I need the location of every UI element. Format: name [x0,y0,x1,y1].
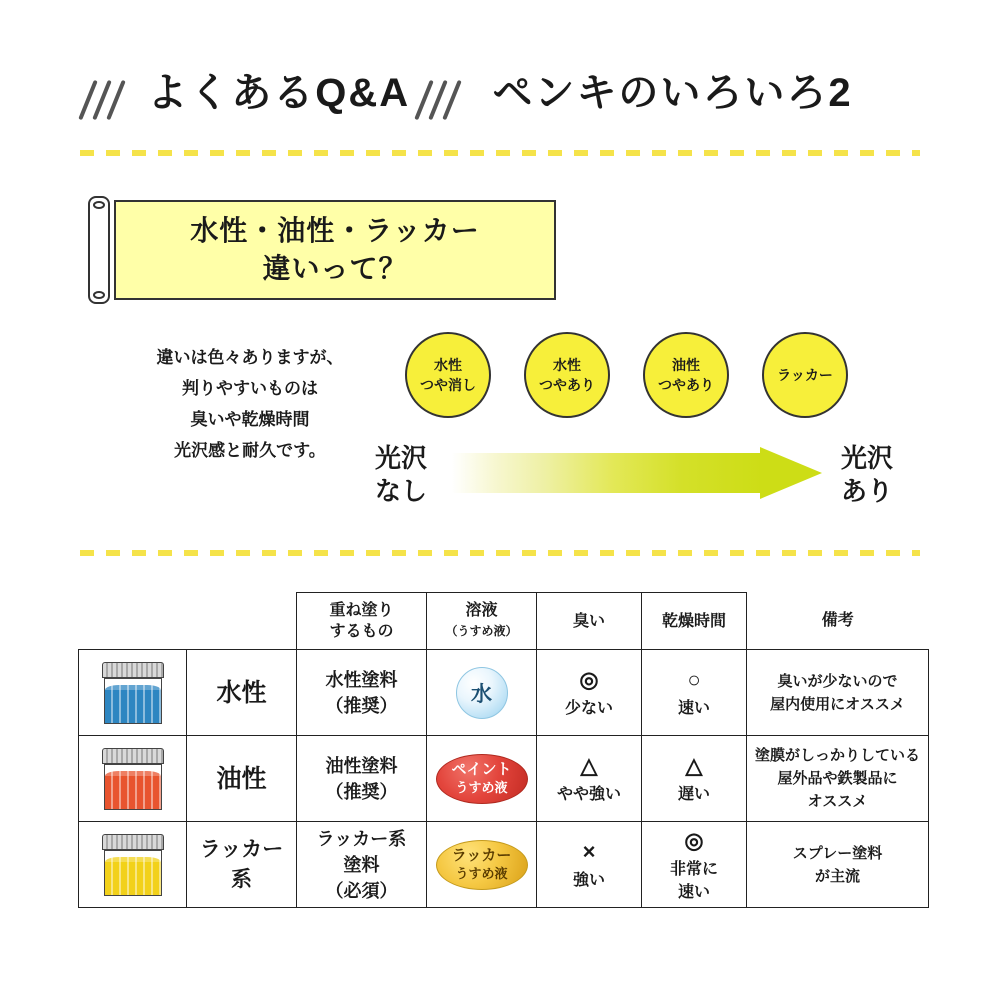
table-row [79,822,929,908]
header-solvent-line1: 溶液 [465,602,498,619]
can-illustration-lacquer [79,822,187,908]
header-solvent [427,593,537,650]
dry-text-water: 速い [677,700,710,717]
scroll-roll-icon [88,196,110,304]
paint-water-line1: 水性塗料 [325,669,398,690]
gloss-circle-water-gloss [524,332,610,418]
divider-top [80,150,920,156]
smell-mark-oil: △ [580,753,598,778]
comparison-table-area [78,592,928,908]
dry-cell-water [642,650,747,736]
page-title [0,58,1000,128]
gloss-gradient-arrow [452,447,822,499]
dry-text-oil: 遅い [677,786,710,803]
lead-line-1: 違いは色々ありますが、 [156,348,344,367]
gloss-label-yes-line1: 光沢 [840,443,893,473]
dry-mark-oil: △ [685,753,703,778]
dry-mark-lacquer: ◎ [684,827,704,853]
smell-text-water: 少ない [564,700,613,717]
paint-oil-line1: 油性塗料 [325,755,398,776]
note-oil-line3: オススメ [807,793,868,810]
paint-lacquer-line2: 塗料 [343,854,380,875]
can-illustration-oil [79,736,187,822]
header-blank-kind [187,593,297,650]
gloss-circle-0-line2: つや消し [420,377,476,393]
kind-label-lacquer [187,822,297,908]
gloss-label-none-line1: 光沢 [374,443,427,473]
gloss-circle-1-line1: 水性 [553,357,581,373]
smell-mark-water: ◎ [579,667,599,692]
can-body-icon [104,764,162,810]
can-body-icon [104,678,162,724]
smell-cell-oil [537,736,642,822]
lead-line-4: 光沢感と耐久です。 [174,441,326,460]
can-lid-icon [102,748,164,764]
kind-label-water: 水性 [187,650,297,736]
can-body-icon [104,850,162,896]
gloss-label-yes-line2: あり [840,476,893,506]
paint-lacquer-line1: ラッカー系 [316,828,407,849]
question-line-2: 違いって？ [262,253,408,284]
can-lid-icon [102,834,164,850]
lead-line-2: 判りやすいものは [182,379,318,398]
header-blank-can [79,593,187,650]
table-row [79,736,929,822]
question-banner-body [114,200,556,300]
smell-mark-lacquer: × [582,839,596,864]
lead-line-3: 臭いや乾燥時間 [190,410,310,429]
header-overcoat-line2: するもの [329,623,394,640]
header-dry: 乾燥時間 [642,593,747,650]
solvent-blob-oil [436,754,528,804]
table-header-row [79,593,929,650]
paint-water-line2: （推奨） [325,695,398,716]
solvent-water-label: 水 [471,682,492,706]
paint-cell-lacquer [297,822,427,908]
question-line-1: 水性・油性・ラッカー [190,215,480,246]
gloss-circle-oil-gloss [643,332,729,418]
solvent-oil-label: ペイント [451,760,512,778]
solvent-oil-sub: うすめ液 [455,779,508,795]
kind-lacquer-line1: ラッカー [199,837,284,861]
dry-text-lacquer-line2: 速い [677,883,710,901]
can-lid-icon [102,662,164,678]
note-cell-water [747,650,929,736]
page-header [0,58,1000,138]
question-banner [88,196,558,304]
page-title-qa: よくあるQ&A [147,71,411,115]
smell-cell-lacquer [537,822,642,908]
comparison-table [78,592,929,908]
note-cell-lacquer [747,822,929,908]
gloss-label-yes [832,442,902,508]
gloss-circle-3-line1: ラッカー [777,367,833,383]
gloss-circle-2-line1: 油性 [672,357,700,373]
dry-cell-oil [642,736,747,822]
solvent-blob-water [456,667,508,719]
gloss-circle-2-line2: つやあり [658,377,714,393]
smell-cell-water [537,650,642,736]
note-lacquer-line2: が主流 [814,867,860,885]
paint-lacquer-line3: （必須） [325,880,398,901]
gloss-circle-water-matte [405,332,491,418]
smell-text-lacquer: 強い [572,872,605,889]
gloss-gradient-bar [452,453,762,493]
header-note: 備考 [747,593,929,650]
header-smell: 臭い [537,593,642,650]
solvent-cell-water [427,650,537,736]
dry-cell-lacquer [642,822,747,908]
dry-text-lacquer-line1: 非常に [669,860,718,878]
kind-label-oil: 油性 [187,736,297,822]
paint-cell-water [297,650,427,736]
paint-cell-oil [297,736,427,822]
solvent-blob-lacquer [436,840,528,890]
note-oil-line2: 屋外品や鉄製品に [777,770,898,787]
paint-oil-line2: （推奨） [325,781,398,802]
gloss-label-none-line2: なし [374,476,427,506]
arrow-head-icon [760,447,822,499]
solvent-lacquer-sub: うすめ液 [455,865,508,881]
can-illustration-water [79,650,187,736]
note-water-line1: 臭いが少ないので [777,672,898,690]
divider-middle [80,550,920,556]
gloss-label-none [366,442,436,508]
kind-lacquer-line2: 系 [231,867,252,891]
note-water-line2: 屋内使用にオススメ [770,695,905,713]
gloss-circle-1-line2: つやあり [539,377,595,393]
table-row [79,650,929,736]
gloss-circle-0-line1: 水性 [434,357,462,373]
lead-paragraph [120,342,380,466]
solvent-cell-lacquer [427,822,537,908]
solvent-cell-oil [427,736,537,822]
smell-text-oil: やや強い [556,786,621,803]
header-overcoat [297,593,427,650]
page-title-topic: ペンキのいろいろ2 [492,71,853,115]
dry-mark-water: ○ [687,667,701,692]
gloss-circle-lacquer [762,332,848,418]
solvent-lacquer-label: ラッカー [451,846,512,864]
note-oil-line1: 塗膜がしっかりしている [754,747,920,764]
note-cell-oil [747,736,929,822]
note-lacquer-line1: スプレー塗料 [792,844,883,862]
header-overcoat-line1: 重ね塗り [329,602,394,619]
header-solvent-line2: （うすめ液） [445,624,518,638]
